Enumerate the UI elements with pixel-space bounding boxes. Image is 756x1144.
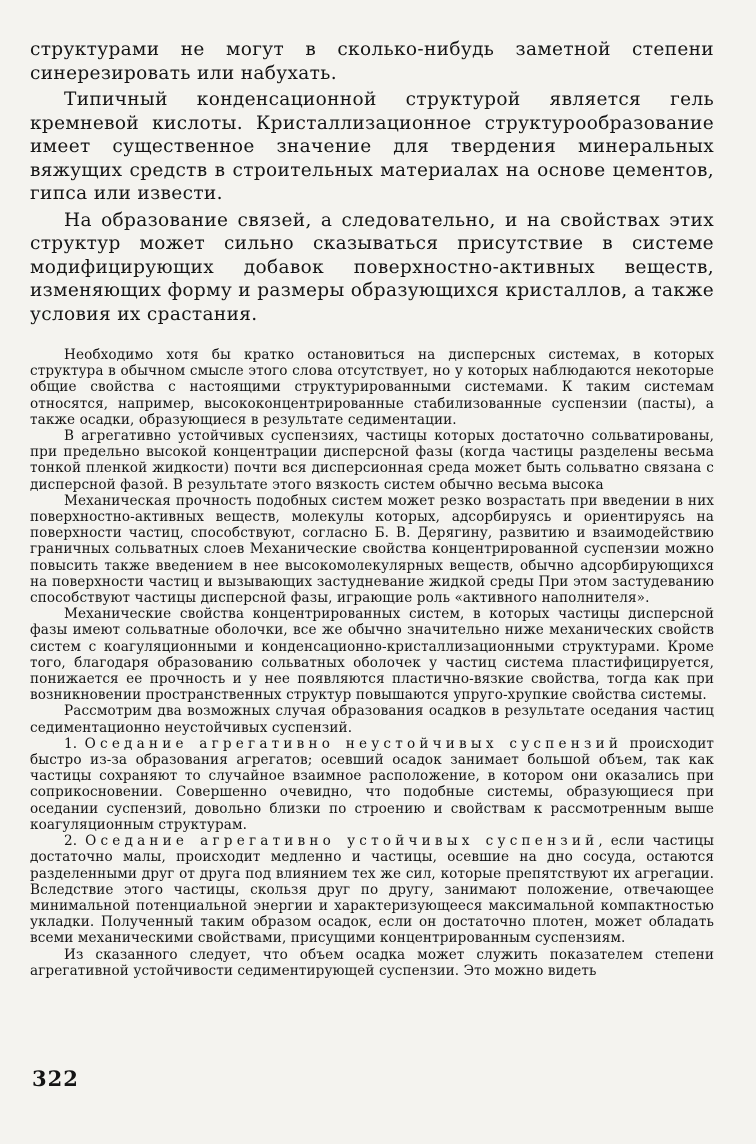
list-number: 1. — [64, 735, 78, 752]
paragraph-two-cases: Рассмотрим два возможных случая образования осадков в результате оседания частиц седиментационно неустойчивых суспензий. — [30, 703, 714, 736]
paragraph-mechanical-strength: Механическая прочность подобных систем может резко возрастать при введении в них поверхностно-активных веществ, молекулы которых, адсорбируясь и ориентируясь на поверхности частиц, способствуют, согласно Б. В. Дерягину, развитию и взаимодействию граничных сольватных слоев Механические свойства концентрированной суспензии можно повысить также введением в нее высокомолекулярных веществ, обычно адсорбирующихся на поверхности частиц и вызывающих застудневание жидкой среды При этом застудеванию способствуют частицы дисперсной фазы, играющие роль «активного наполнителя». — [30, 492, 714, 607]
paragraph-continuation: структурами не могут в сколько-нибудь заметной степени синерезировать или набухать. — [30, 39, 714, 84]
paragraph-condensation-structure: Типичный конденсационной структурой является гель кремневой кислоты. Кристаллизационное структурообразование имеет существенное значение для твердения минеральных вяжущих средств в строительных материалах на основе цементов, гипса или извести. — [30, 89, 714, 204]
list-text: происходит быстро из-за образования агрегатов; осевший осадок занимает большой объем, так как частицы сохраняют то случайное взаимное расположение, в котором они оказались при соприкосновении. Совершенно очевидно, что подобные системы, образующиеся при оседании суспензий, довольно близки по строению и свойствам к рассмотренным выше коагуляционным структурам. — [30, 735, 715, 833]
paragraph-bond-formation: На образование связей, а следовательно, и на свойствах этих структур может сильно сказываться присутствие в системе модифицирующих добавок поверхностно-активных веществ, изменяющих форму и размеры образующихся кристаллов, а также условия их срастания. — [30, 209, 714, 325]
list-item-2 — [30, 833, 714, 946]
list-number: 2. — [64, 833, 78, 850]
large-print-section — [30, 38, 714, 326]
list-term: Оседание агрегативно устойчивых суспензий — [85, 833, 599, 850]
paragraph-mechanical-properties: Механические свойства концентрированных систем, в которых частицы дисперсной фазы имеют сольватные оболочки, все же обычно значительно ниже механических свойств систем с коагуляционными и конденсационно-кристаллизационными структурами. Кроме того, благодаря образованию сольватных оболочек у частиц система пластифицируется, понижается ее прочность и у нее появляются пластично-вязкие свойства, тогда как при возникновении пространственных структур повышаются упруго-хрупкие свойства системы. — [30, 606, 714, 704]
paragraph-dispersed-systems: Необходимо хотя бы кратко остановиться на дисперсных системах, в которых структура в обычном смысле этого слова отсутствует, но у которых наблюдаются некоторые общие свойства с настоящими структурированными системами. К таким системам относятся, например, высококонцентрированные стабилизованные суспензии (пасты), а также осадки, образующиеся в результате седиментации. — [30, 347, 714, 428]
list-item-1 — [30, 736, 714, 833]
paragraph-stable-suspensions: В агрегативно устойчивых суспензиях, частицы которых достаточно сольватированы, при предельно высокой концентрации дисперсной фазы (когда частицы разделены весьма тонкой пленкой жидкости) почти вся дисперсионная среда может быть сольватно связана с дисперсной фазой. В результате этого вязкость систем обычно весьма высока — [30, 428, 714, 493]
page-number: 322 — [32, 1066, 79, 1091]
small-print-section — [30, 347, 714, 979]
list-term: Оседание агрегативно неустойчивых суспензий — [84, 735, 623, 752]
list-text: , если частицы достаточно малы, происходит медленно и частицы, осевшие на дно сосуда, остаются разделенными друг от друга под влиянием тех же сил, которые препятствуют их агрегации. Вследствие этого частицы, скользя друг по другу, занимают положение, отвечающее минимальной потенциальной энергии и характеризующееся максимальной компактностью укладки. Полученный таким образом осадок, если он достаточно плотен, может обладать всеми механическими свойствами, присущими концентрированным суспензиям. — [30, 833, 714, 947]
paragraph-conclusion: Из сказанного следует, что объем осадка может служить показателем степени агрегативной устойчивости седиментирующей суспензии. Это можно видеть — [30, 946, 714, 979]
